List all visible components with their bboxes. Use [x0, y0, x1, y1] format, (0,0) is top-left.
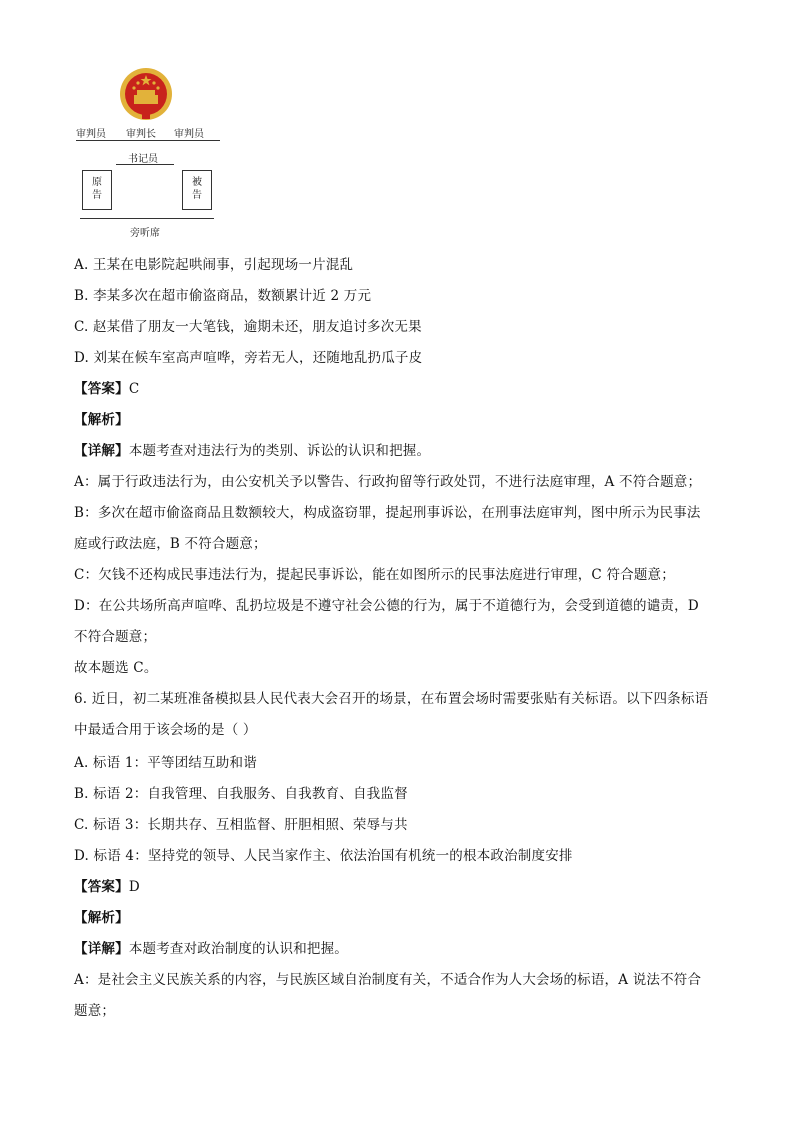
- judge-bench-line: [76, 140, 220, 141]
- q6-detail: [74, 940, 348, 958]
- q5-explanation-c: C：欠钱不还构成民事违法行为，提起民事诉讼，能在如图所示的民事法庭进行审理，C 符合题意；: [74, 567, 675, 583]
- q5-explanation-d-1: D：在公共场所高声喧哗、乱扔垃圾是不遵守社会公德的行为，属于不道德行为，会受到道德的谴责，D: [74, 598, 699, 614]
- plaintiff-label-2: 告: [92, 190, 102, 201]
- q5-analysis-heading: [74, 411, 129, 429]
- q5-answer-value: C: [128, 381, 140, 397]
- gallery-line: [80, 218, 214, 219]
- q6-analysis-heading: [74, 909, 129, 927]
- judge-right-label: 审判员: [174, 129, 204, 140]
- q6-stem-2: 中最适合用于该会场的是（ ）: [74, 722, 257, 738]
- q5-explanation-d-2: 不符合题意；: [74, 629, 157, 645]
- q6-detail-text: 本题考查对政治制度的认识和把握。: [128, 941, 349, 957]
- q5-answer: [74, 380, 139, 398]
- q5-analysis-label: 【解析】: [74, 412, 129, 428]
- chief-judge-label: 审判长: [126, 129, 156, 140]
- q5-answer-label: 【答案】: [74, 381, 129, 397]
- q5-option-a: A. 王某在电影院起哄闹事，引起现场一片混乱: [74, 257, 354, 273]
- q6-explanation-a-2: 题意；: [74, 1003, 116, 1019]
- clerk-desk-line: [116, 164, 174, 165]
- plaintiff-box: [82, 170, 112, 210]
- q5-option-c: C. 赵某借了朋友一大笔钱，逾期未还，朋友追讨多次无果: [74, 319, 422, 335]
- defendant-label-2: 告: [192, 190, 202, 201]
- q6-option-b: B. 标语 2：自我管理、自我服务、自我教育、自我监督: [74, 786, 408, 802]
- plaintiff-label-1: 原: [92, 177, 102, 188]
- q5-conclusion: 故本题选 C。: [74, 660, 158, 676]
- q6-option-a: A. 标语 1：平等团结互助和谐: [74, 755, 257, 771]
- q5-explanation-b-1: B：多次在超市偷盗商品且数额较大，构成盗窃罪，提起刑事诉讼，在刑事法庭审判，图中所示为民事法: [74, 505, 701, 521]
- clerk-label: 书记员: [128, 154, 158, 165]
- q5-option-d: D. 刘某在候车室高声喧哗，旁若无人，还随地乱扔瓜子皮: [74, 350, 423, 366]
- q5-detail-text: 本题考查对违法行为的类别、诉讼的认识和把握。: [128, 443, 431, 459]
- q5-detail: [74, 442, 430, 460]
- q6-option-c: C. 标语 3：长期共存、互相监督、肝胆相照、荣辱与共: [74, 817, 408, 833]
- defendant-label-1: 被: [192, 177, 202, 188]
- q5-explanation-b-2: 庭或行政法庭，B 不符合题意；: [74, 536, 267, 552]
- q6-option-d: D. 标语 4：坚持党的领导、人民当家作主、依法治国有机统一的根本政治制度安排: [74, 848, 573, 864]
- national-emblem-icon: [118, 66, 174, 122]
- q6-answer-value: D: [128, 879, 140, 895]
- q5-option-b: B. 李某多次在超市偷盗商品，数额累计近 2 万元: [74, 288, 372, 304]
- q6-detail-label: 【详解】: [74, 941, 129, 957]
- q6-explanation-a-1: A：是社会主义民族关系的内容，与民族区域自治制度有关，不适合作为人大会场的标语，A 说法不符合: [74, 972, 702, 988]
- q5-detail-label: 【详解】: [74, 443, 129, 459]
- judge-left-label: 审判员: [76, 129, 106, 140]
- q6-stem-1: 6. 近日，初二某班准备模拟县人民代表大会召开的场景，在布置会场时需要张贴有关标语。以下四条标语: [74, 691, 709, 707]
- q6-answer-label: 【答案】: [74, 879, 129, 895]
- gallery-label: 旁听席: [130, 228, 160, 239]
- q6-answer: [74, 878, 140, 896]
- q6-analysis-label: 【解析】: [74, 910, 129, 926]
- q5-explanation-a: A：属于行政违法行为，由公安机关予以警告、行政拘留等行政处罚，不进行法庭审理，A 不符合题意；: [74, 474, 702, 490]
- courtroom-diagram: [74, 64, 224, 244]
- defendant-box: [182, 170, 212, 210]
